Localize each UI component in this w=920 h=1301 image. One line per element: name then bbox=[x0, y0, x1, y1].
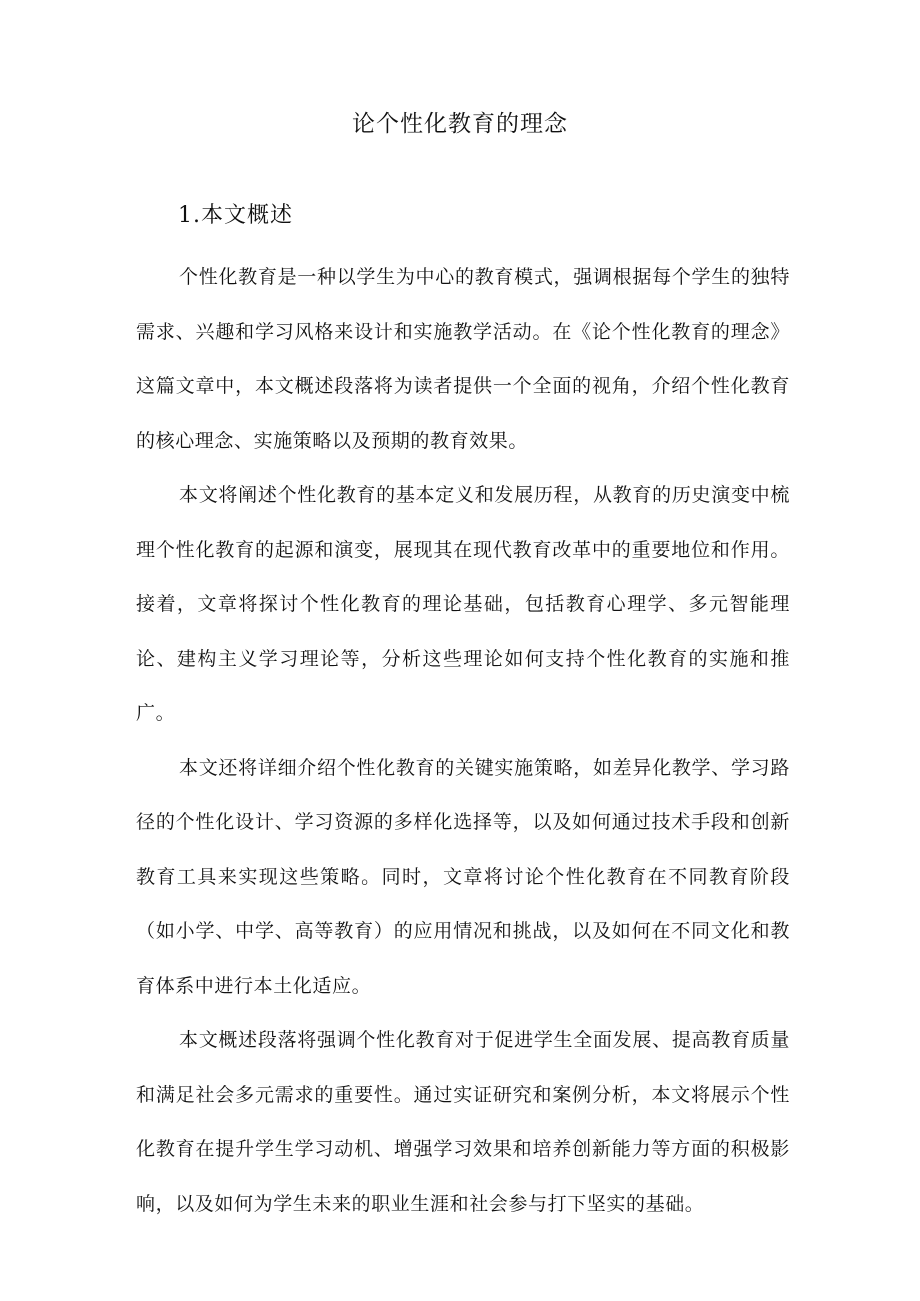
document-body bbox=[136, 250, 790, 1231]
section-heading: 1.本文概述 bbox=[178, 203, 293, 228]
document-title: 论个性化教育的理念 bbox=[352, 111, 568, 137]
paragraph: 本文将阐述个性化教育的基本定义和发展历程，从教育的历史演变中梳理个性化教育的起源和演变，展现其在现代教育改革中的重要地位和作用。接着，文章将探讨个性化教育的理论基础，包括教育心理学、多元智能理论、建构主义学习理论等，分析这些理论如何支持个性化教育的实施和推广。 bbox=[136, 484, 790, 724]
paragraph: 个性化教育是一种以学生为中心的教育模式，强调根据每个学生的独特需求、兴趣和学习风格来设计和实施教学活动。在《论个性化教育的理念》这篇文章中，本文概述段落将为读者提供一个全面的视角，介绍个性化教育的核心理念、实施策略以及预期的教育效果。 bbox=[136, 266, 790, 452]
paragraph: 本文还将详细介绍个性化教育的关键实施策略，如差异化教学、学习路径的个性化设计、学习资源的多样化选择等，以及如何通过技术手段和创新教育工具来实现这些策略。同时，文章将讨论个性化教育在不同教育阶段（如小学、中学、高等教育）的应用情况和挑战，以及如何在不同文化和教育体系中进行本土化适应。 bbox=[136, 756, 790, 997]
paragraph: 本文概述段落将强调个性化教育对于促进学生全面发展、提高教育质量和满足社会多元需求的重要性。通过实证研究和案例分析，本文将展示个性化教育在提升学生学习动机、增强学习效果和培养创新能力等方面的积极影响，以及如何为学生未来的职业生涯和社会参与打下坚实的基础。 bbox=[136, 1029, 790, 1215]
